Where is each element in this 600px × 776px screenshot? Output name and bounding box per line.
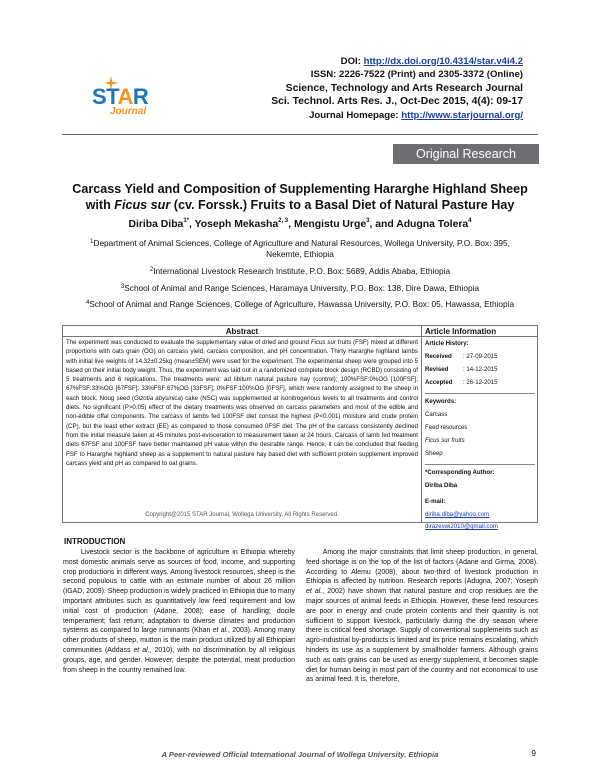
email-label: E-mail: (425, 498, 446, 505)
affiliation-3: $^3$School of Animal and Range Sciences, Haramaya University, P.O. Box: 138, Dire Dawa, Ethiopia (120, 283, 480, 293)
article-type-banner: Original Research (393, 144, 539, 164)
author-3: Mengistu Urge (293, 219, 367, 230)
abstract-box (62, 325, 538, 530)
keyword-item: Sheep (425, 450, 443, 457)
homepage-link[interactable]: http://www.starjournal.org/ (401, 109, 523, 121)
body-column-right: Among the major constraints that limit sheep production, in general, feed shortage is on the top of the list of factors (Adane and Girma, 2008). According to Alemu (2008), about two-third of livestock production in Ethiopia is affected by nutrition. Research reports (Adugna, 2007; Yoseph et al., 2002) have shown that natural pasture and crop residues are the major sources of animal feeds in Ethiopia. However, these feed resources are poor in energy and crude protein contents and their quantity is not sufficient to support livestock, particularly during the dry season where there is critical feed shortage. Supply of conventional supplements such as agro-industrial by-products is limited and its price remains escalating, which hinders its use as a supplement by smallholder farmers. Although grains such as oats grains can be used as energy supplement, it becomes staple diet for human being in most part of the country and not economical to use as animal feed. It is, therefore, (306, 549, 538, 684)
keyword-item: Ficus sur fruits (425, 437, 465, 444)
corresponding-name: Diriba Diba (425, 482, 458, 489)
keyword-item: Carcass (425, 411, 448, 418)
body-column-left: Livestock sector is the backbone of agriculture in Ethiopia whereby most domestic animals serve as sources of food, income, and supporting crop productions in different ways. Among livestock resources, sheep is the second populous to cattle with an estimate number of about 26 million (IGAD, 2009). Sheep production is widely practiced in Ethiopia due to many important attributes such as quantitatively low feed requirement and low initial cost of production (Adane, 2008); ease of handling; docile temperament; fast return; adaptation to diverse climates and production systems as compared to large ruminants (Khan et al., 2003). Among many other products of sheep, mutton is the main product utilized by all Ethiopian communities (Addass et al., 2010), with no discrimination by all religious groups, age, and gender. However, despite the potential, meat production from sheep in the country remained low. (63, 549, 295, 674)
author-list: Diriba Diba$^{1*}$, Yoseph Mekasha$^{2, 3}$, Mengistu Urge$^3$, and Adugna Tolera$^4$ (128, 218, 472, 230)
received-row: Received : 27-09-2015 (425, 353, 498, 360)
author-2: Yoseph Mekasha (194, 219, 279, 230)
issn-line: ISSN: 2226-7522 (Print) and 2305-3372 (Online) (310, 69, 523, 81)
page-number: 9 (531, 749, 536, 758)
doi-line: DOI: http://dx.doi.org/10.4314/star.v4i4.2 (340, 56, 523, 67)
article-info-heading: Article Information (422, 326, 538, 337)
keywords-label: Keywords: (425, 398, 457, 405)
logo-wordmark: STAR (92, 84, 149, 109)
keyword-item: Feed resources (425, 424, 468, 431)
email-link[interactable]: dirazeswi2010@gmail.com (425, 523, 498, 530)
journal-name: Science, Technology and Arts Research Journal (285, 82, 523, 94)
copyright-notice: Copyright@2015 STAR Journal, Wollega University. All Rights Reserved. (145, 512, 339, 518)
journal-citation: Sci. Technol. Arts Res. J., Oct-Dec 2015, 4(4): 09-17 (271, 96, 523, 108)
logo-subtitle: Journal (110, 106, 147, 117)
header-divider (62, 134, 538, 135)
introduction-heading: INTRODUCTION (64, 537, 126, 546)
info-separator (425, 393, 535, 394)
revised-row: Revised : 14-12-2015 (425, 366, 498, 373)
author-4: Adugna Tolera (396, 219, 469, 230)
affiliation-1: $^1$Department of Animal Sciences, College of Agriculture and Natural Resources, Wollega University, P.O. Box: 395, Nekemte, Ethiopia (90, 238, 510, 259)
corresponding-label: *Corresponding Author: (425, 469, 495, 476)
homepage-line: Journal Homepage: http://www.starjournal.org/ (309, 109, 523, 121)
author-1: Diriba Diba (128, 219, 184, 230)
abstract-heading: Abstract (63, 326, 421, 337)
history-label: Article History: (425, 340, 469, 347)
article-info-panel (425, 339, 535, 534)
box-divider (421, 326, 422, 523)
abstract-text: The experiment was conducted to evaluate the supplementary value of dried and ground Ficus sur fruits (FSF) mixed at different proportions with oats grain (OG) on carcass yield, carcass composition, and pH concentration. Thirty Hararghe highland lambs with initial live weights of 14.32±0.25kg (mean±SEM) were used for the experiment. The experimental sheep were grouped into 5 based on their initial body weight. Thus, the experiment was laid out in a randomized complete block design (RCBD) consisting of 5 treatments and 6 replications. The treatments were: ad libitum natural pasture hay (control); 100%FSF:0%OG [100FSF]; 67%FSF:33%OG [67FSF]; 33%FSF:67%OG [33FSF]; 0%FSF:100%OG [0FSF], which were randomly assigned to the sheep in each block. Noug seed (Gizotia abysinica) cake (NSC) was supplemented at isonitrogenous levels to all treatments and control diets. No significant (P>0.05) effect of the dietary treatments was observed on carcass parameters and most of the edible and non-edible offal components. The carcass of lambs fed 100FSF diet consist the highest (P<0.001) moisture and crude protein (CP), but the least ether extract (EE) as compared to those consumed 0FSF diet. The pH of the carcass consistently declined from the initial measure taken at 45 minutes post-evisceration to measurement taken at 24 hours. Carcass of lamb fed treatment diets 67FSF and 100FSF have better maintained pH value within the desirable range. Hence, it can be concluded that feeding FSF to Hararghe highland sheep as a supplement to natural pasture hay based diet with sufficient protein supplement improved carcass yield and pH as compared to oat grains. (66, 339, 418, 467)
article-title: Carcass Yield and Composition of Supplementing Hararghe Highland Sheep with Ficus sur (cv. Forssk.) Fruits to a Basal Diet of Natural Pasture Hay (72, 182, 528, 212)
journal-metadata (271, 55, 523, 122)
email-link[interactable]: diriba.diba@yahoo.com (425, 511, 490, 518)
info-separator (425, 464, 535, 465)
affiliation-4: $^4$School of Animal and Range Sciences, College of Agriculture, Hawassa University, P.O. Box: 05, Hawassa, Ethiopia (85, 299, 515, 309)
doi-link[interactable]: http://dx.doi.org/10.4314/star.v4i4.2 (363, 56, 523, 67)
accepted-row: Accepted : 26-12-2015 (425, 379, 498, 386)
page-footer: A Peer-reviewed Official International Journal of Wollega University, Ethiopia (161, 750, 439, 759)
star-journal-logo (92, 82, 162, 118)
affiliation-2: $^2$International Livestock Research Institute, P.O. Box: 5689, Addis Ababa, Ethiopia (149, 266, 451, 276)
